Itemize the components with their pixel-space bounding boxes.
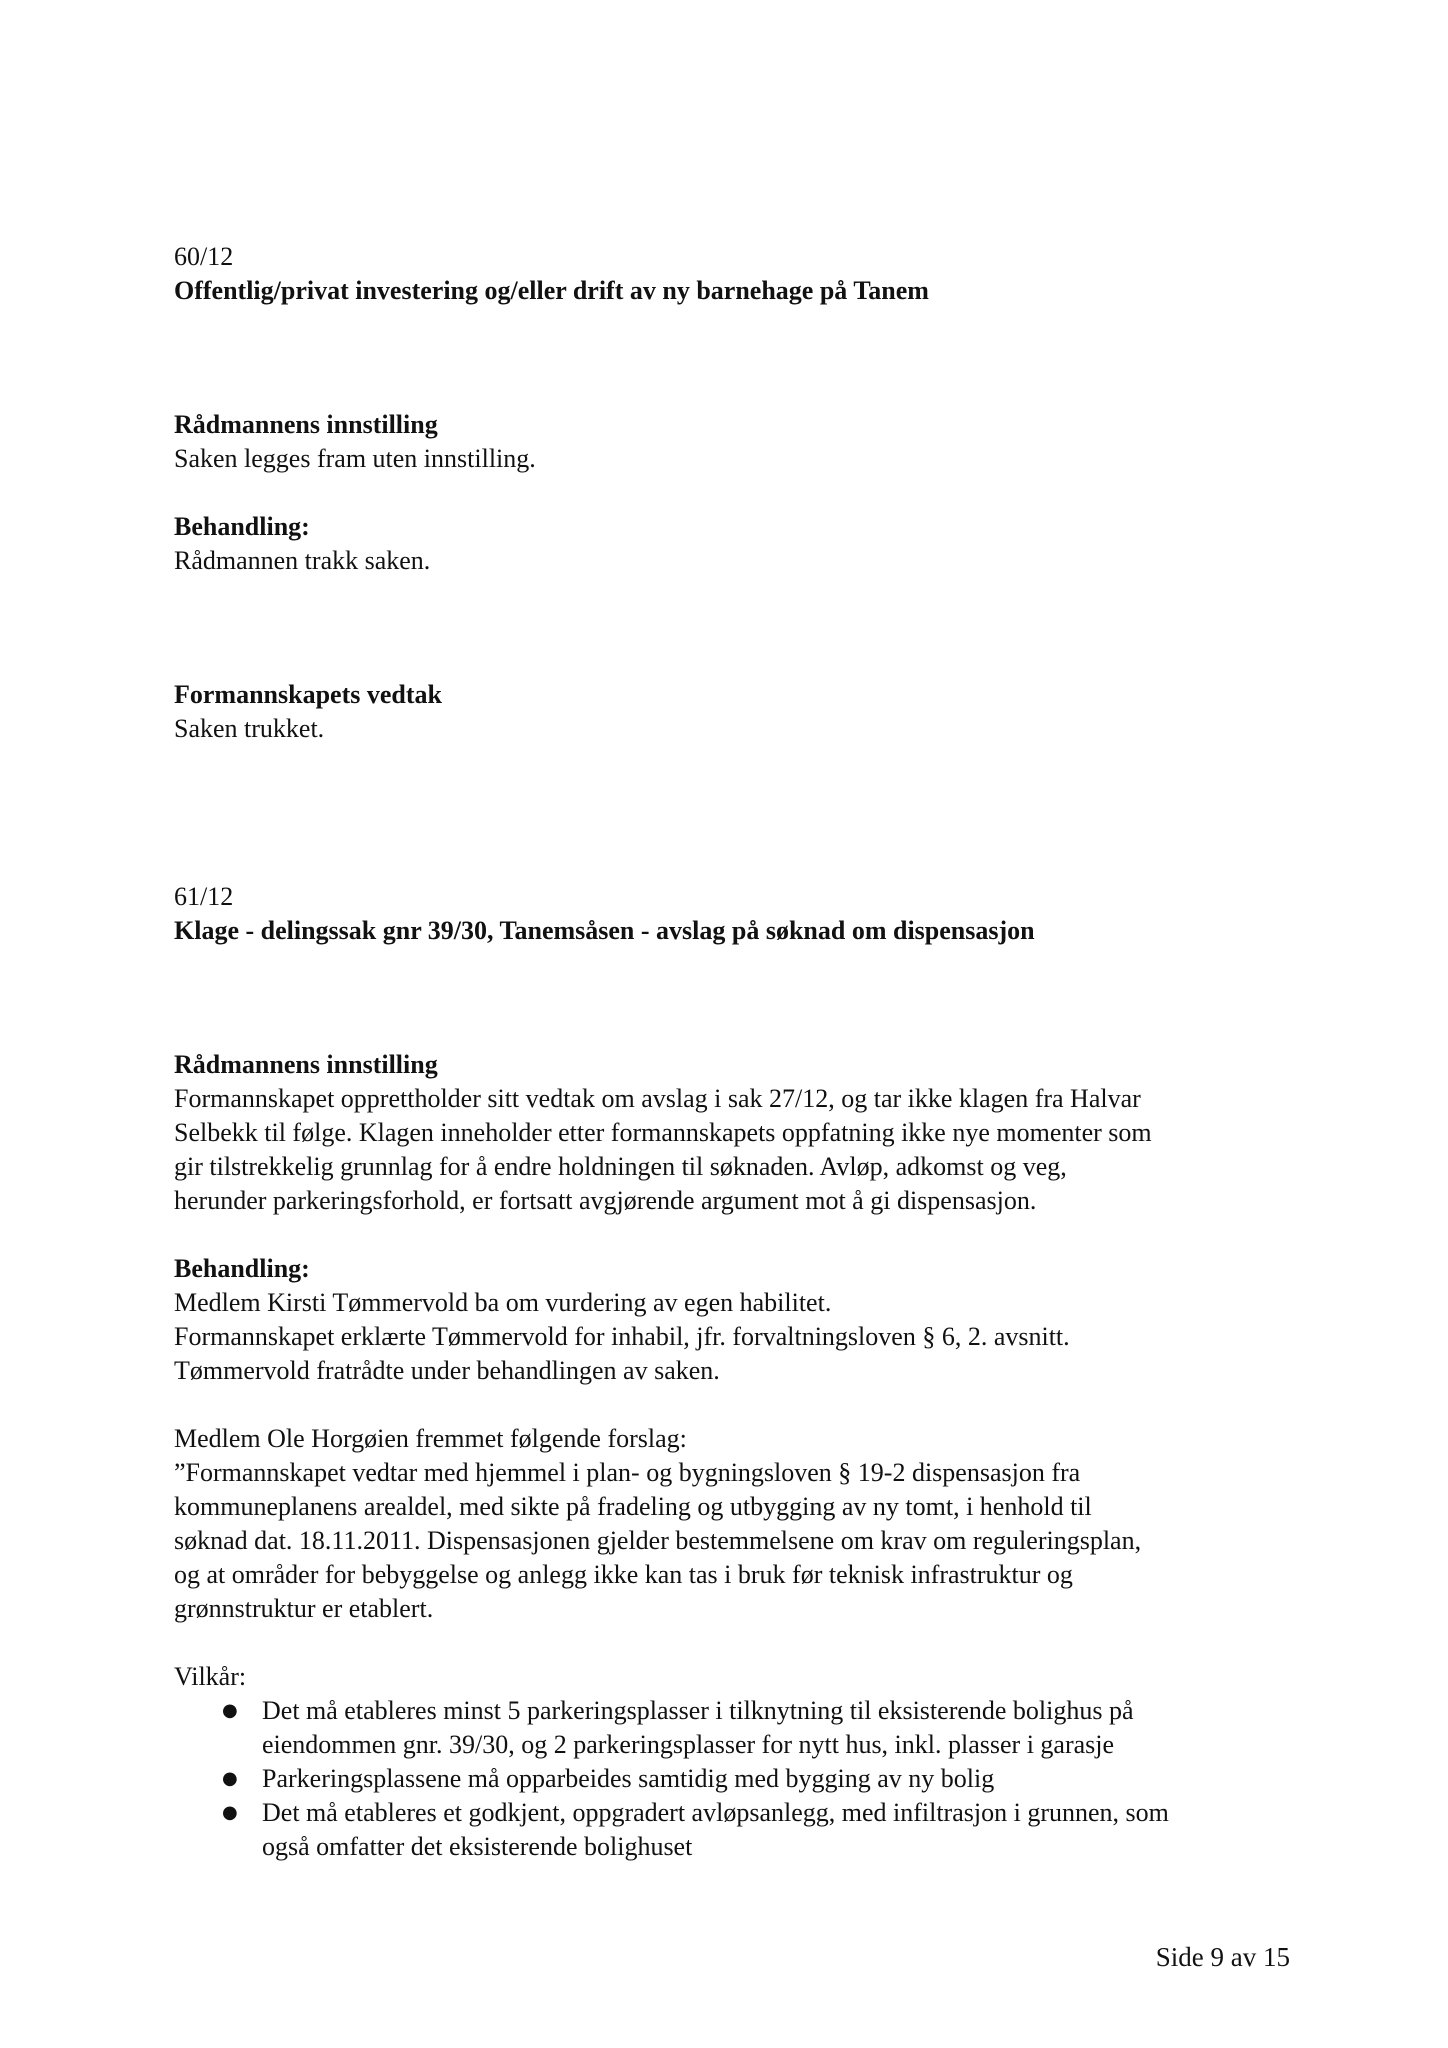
condition-item (174, 1796, 1314, 1864)
recommendation-line: Selbekk til følge. Klagen inneholder etter formannskapets oppfatning ikke nye momenter som (174, 1118, 1152, 1147)
decision-heading: Formannskapets vedtak (174, 680, 442, 709)
recommendation-heading: Rådmannens innstilling (174, 1050, 438, 1079)
conditions-heading: Vilkår: (174, 1662, 247, 1691)
proposal-line: Medlem Ole Horgøien fremmet følgende forslag: (174, 1424, 687, 1453)
recommendation-line: gir tilstrekkelig grunnlag for å endre holdningen til søknaden. Avløp, adkomst og veg, (174, 1152, 1067, 1181)
treatment-text: Rådmannen trakk saken. (174, 546, 431, 575)
treatment-paragraph (174, 1286, 1314, 1388)
treatment-line: Medlem Kirsti Tømmervold ba om vurdering av egen habilitet. (174, 1288, 832, 1317)
proposal-paragraph (174, 1422, 1314, 1626)
proposal-line: søknad dat. 18.11.2011. Dispensasjonen gjelder bestemmelsene om krav om reguleringsplan, (174, 1526, 1142, 1555)
recommendation-paragraph (174, 1082, 1314, 1218)
document-content (174, 240, 1314, 1864)
treatment-heading: Behandling: (174, 512, 310, 541)
treatment-heading: Behandling: (174, 1254, 310, 1283)
bullet-icon: ● (222, 1768, 238, 1789)
condition-line: eiendommen gnr. 39/30, og 2 parkeringsplasser for nytt hus, inkl. plasser i garasje (262, 1730, 1115, 1759)
condition-item (174, 1694, 1314, 1762)
condition-line: Det må etableres minst 5 parkeringsplasser i tilknytning til eksisterende bolighus på (262, 1696, 1134, 1725)
condition-line: Parkeringsplassene må opparbeides samtidig med bygging av ny bolig (262, 1764, 995, 1793)
decision-text: Saken trukket. (174, 714, 325, 743)
recommendation-line: Formannskapet opprettholder sitt vedtak om avslag i sak 27/12, og tar ikke klagen fra Halvar (174, 1084, 1141, 1113)
case-number: 60/12 (174, 242, 234, 271)
page-number: Side 9 av 15 (1155, 1942, 1290, 1972)
proposal-line: kommuneplanens arealdel, med sikte på fradeling og utbygging av ny tomt, i henhold til (174, 1492, 1092, 1521)
proposal-line: ”Formannskapet vedtar med hjemmel i plan- og bygningsloven § 19-2 dispensasjon fra (174, 1458, 1081, 1487)
bullet-icon: ● (222, 1700, 238, 1721)
recommendation-heading: Rådmannens innstilling (174, 410, 438, 439)
treatment-line: Tømmervold fratrådte under behandlingen av saken. (174, 1356, 720, 1385)
recommendation-line: herunder parkeringsforhold, er fortsatt avgjørende argument mot å gi dispensasjon. (174, 1186, 1037, 1215)
proposal-line: grønnstruktur er etablert. (174, 1594, 434, 1623)
case-title: Offentlig/privat investering og/eller drift av ny barnehage på Tanem (174, 276, 929, 305)
case-number: 61/12 (174, 882, 234, 911)
case-title: Klage - delingssak gnr 39/30, Tanemsåsen - avslag på søknad om dispensasjon (174, 916, 1035, 945)
condition-line: også omfatter det eksisterende bolighuset (262, 1832, 693, 1861)
treatment-line: Formannskapet erklærte Tømmervold for inhabil, jfr. forvaltningsloven § 6, 2. avsnitt. (174, 1322, 1070, 1351)
recommendation-text: Saken legges fram uten innstilling. (174, 444, 536, 473)
proposal-line: og at områder for bebyggelse og anlegg ikke kan tas i bruk før teknisk infrastruktur og (174, 1560, 1073, 1589)
bullet-icon: ● (222, 1802, 238, 1823)
condition-item (174, 1762, 1314, 1796)
conditions-list (174, 1694, 1314, 1864)
condition-line: Det må etableres et godkjent, oppgradert avløpsanlegg, med infiltrasjon i grunnen, som (262, 1798, 1169, 1827)
